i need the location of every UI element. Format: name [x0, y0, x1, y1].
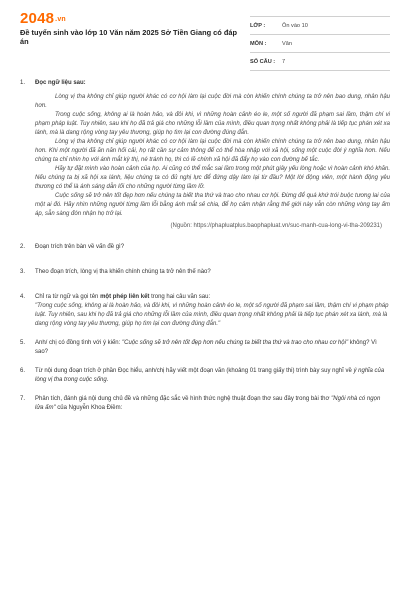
question-quote: "Cuộc sống sẽ trở nên tốt đẹp hơn nếu chúng ta biết tha thứ và trao cho nhau cơ hội"	[121, 340, 349, 346]
question-number: 2.	[20, 244, 26, 250]
question-emphasis: "Ngôi nhà có ngọn lửa ấm"	[35, 396, 381, 411]
question-body	[35, 395, 390, 413]
header	[0, 0, 400, 66]
question-5	[20, 339, 390, 357]
passage-paragraph: Cuộc sống sẽ trở nên tốt đẹp hơn nếu chúng ta biết tha thứ và trao cho nhau cơ hội. Đừng để quá khứ trói buộc tương lai của một ai đó. Hãy nhìn những người từng lầm lỗi bằng ánh mắt sẻ chia, để họ cảm nhận rằng thế giới này vẫn còn những vòng tay ấm áp, sẵn sàng đón nhận họ trở lại.	[35, 193, 390, 217]
question-text: Theo đoạn trích, lòng vị tha khiến chính chúng ta trở nên thế nào?	[35, 269, 211, 275]
passage-paragraph: Trong cuộc sống, không ai là hoàn hảo, và đôi khi, vì những hoàn cảnh éo le, một số người đã phạm sai lầm, thậm chí vi phạm pháp luật. Tuy nhiên, sau khi họ đã trả giá cho những lỗi lầm của mình, điều quan trọng nhất không phải là tiếp tục phán xét xa lánh, mà là dang rộng vòng tay yêu thương, giúp họ tìm lại con đường đúng đắn.	[35, 112, 390, 136]
info-value: 7	[282, 58, 286, 65]
question-text: Phân tích, đánh giá nội dung chủ đề và những đặc sắc về hình thức nghệ thuật đoạn thơ sau đây trong bài thơ	[35, 396, 332, 402]
question-text: của Nguyễn Khoa Điềm:	[55, 405, 123, 411]
info-row-class	[250, 16, 390, 35]
info-table	[250, 16, 390, 71]
question-number: 3.	[20, 269, 26, 275]
page-title: Đề tuyển sinh vào lớp 10 Văn năm 2025 Sở Tiền Giang có đáp án	[20, 28, 237, 46]
question-text: không? Vì sao?	[35, 340, 377, 355]
question-7	[20, 395, 390, 413]
info-key: SỐ CÂU :	[250, 58, 276, 65]
info-value: Văn	[282, 40, 292, 47]
question-text: Chỉ ra từ ngữ và gọi tên	[35, 294, 101, 300]
question-2	[20, 243, 390, 252]
logo-text: 2048	[20, 10, 55, 27]
question-1	[20, 79, 390, 231]
question-text: Đoạn trích trên bàn về vấn đề gì?	[35, 244, 125, 250]
question-text: trong hai câu văn sau:	[149, 294, 211, 300]
question-emphasis: ý nghĩa của lòng vị tha trong cuộc sống.	[35, 368, 385, 383]
passage-paragraph: Lòng vị tha không chỉ giúp người khác có cơ hội làm lại cuộc đời mà còn khiến chính chúng ta trở nên bao dung, nhân hậu hơn.	[35, 94, 390, 109]
info-key: LỚP :	[250, 22, 266, 29]
question-body	[35, 367, 390, 385]
question-body	[35, 293, 390, 329]
question-quote: "Trong cuộc sống, không ai là hoàn hảo, và đôi khi, vì những hoàn cảnh éo le, một số người đã phạm sai lầm, thậm chí vi phạm pháp luật. Tuy nhiên, sau khi họ đã trả giá cho những lỗi lầm của mình, điều quan trọng nhất không phải là tiếp tục phán xét xa lánh, mà là dang rộng vòng tay yêu thương, giúp họ tìm lại con đường đúng đắn."	[35, 303, 389, 327]
question-3	[20, 268, 390, 277]
question-emphasis: một phép liên kết	[100, 294, 150, 300]
question-number: 1.	[20, 80, 26, 86]
question-6	[20, 367, 390, 385]
question-heading: Đọc ngữ liệu sau:	[35, 80, 86, 86]
passage-paragraph: Hãy tự đặt mình vào hoàn cảnh của họ. Ai cũng có thể mắc sai lầm trong một phút giây yếu lòng hoặc vì hoàn cảnh khó khăn. Nếu chúng ta bị xã hội xa lánh, liệu chúng ta có đủ nghị lực để đứng dậy làm lại từ đầu? Một lời động viên, một hành động yêu thương có thể là ánh sáng dẫn lối cho những người từng lầm lỡ.	[35, 166, 390, 190]
question-number: 6.	[20, 368, 26, 374]
info-row-subject	[250, 35, 390, 53]
source-citation: (Nguồn: https://phapluatplus.baophapluat.vn/suc-manh-cua-long-vi-tha-209231)	[170, 223, 382, 229]
passage-paragraph: Lòng vị tha không chỉ giúp người khác có cơ hội làm lại cuộc đời mà còn khiến chính chúng ta trở nên bao dung, nhân hậu hơn. Khi một người đã ăn năn hối cải, họ rất cần sự cảm thông để có thể hòa nhập với xã hội, sống một cuộc đời ý nghĩa hơn. Nếu chúng ta chỉ nhìn họ với ánh mắt kỳ thị, né tránh họ, thì có lẽ chính xã hội đã đẩy họ vào con đường bế tắc.	[35, 139, 390, 163]
info-value: Ôn vào 10	[282, 22, 308, 29]
question-text: Từ nội dung đoạn trích ở phần Đọc hiểu, anh/chị hãy viết một đoạn văn (khoảng 01 trang giấy thi) trình bày suy nghĩ về	[35, 368, 354, 374]
logo-suffix: .vn	[55, 15, 66, 23]
question-body	[35, 339, 390, 357]
question-number: 7.	[20, 396, 26, 402]
question-body	[35, 79, 390, 231]
question-4	[20, 293, 390, 329]
question-text: Anh/ chị có đồng tình với ý kiến:	[35, 340, 122, 346]
info-key: MÔN :	[250, 40, 267, 47]
question-number: 5.	[20, 340, 26, 346]
site-logo[interactable]	[20, 10, 66, 27]
question-list	[20, 79, 390, 413]
question-number: 4.	[20, 294, 26, 300]
info-row-count	[250, 53, 390, 71]
